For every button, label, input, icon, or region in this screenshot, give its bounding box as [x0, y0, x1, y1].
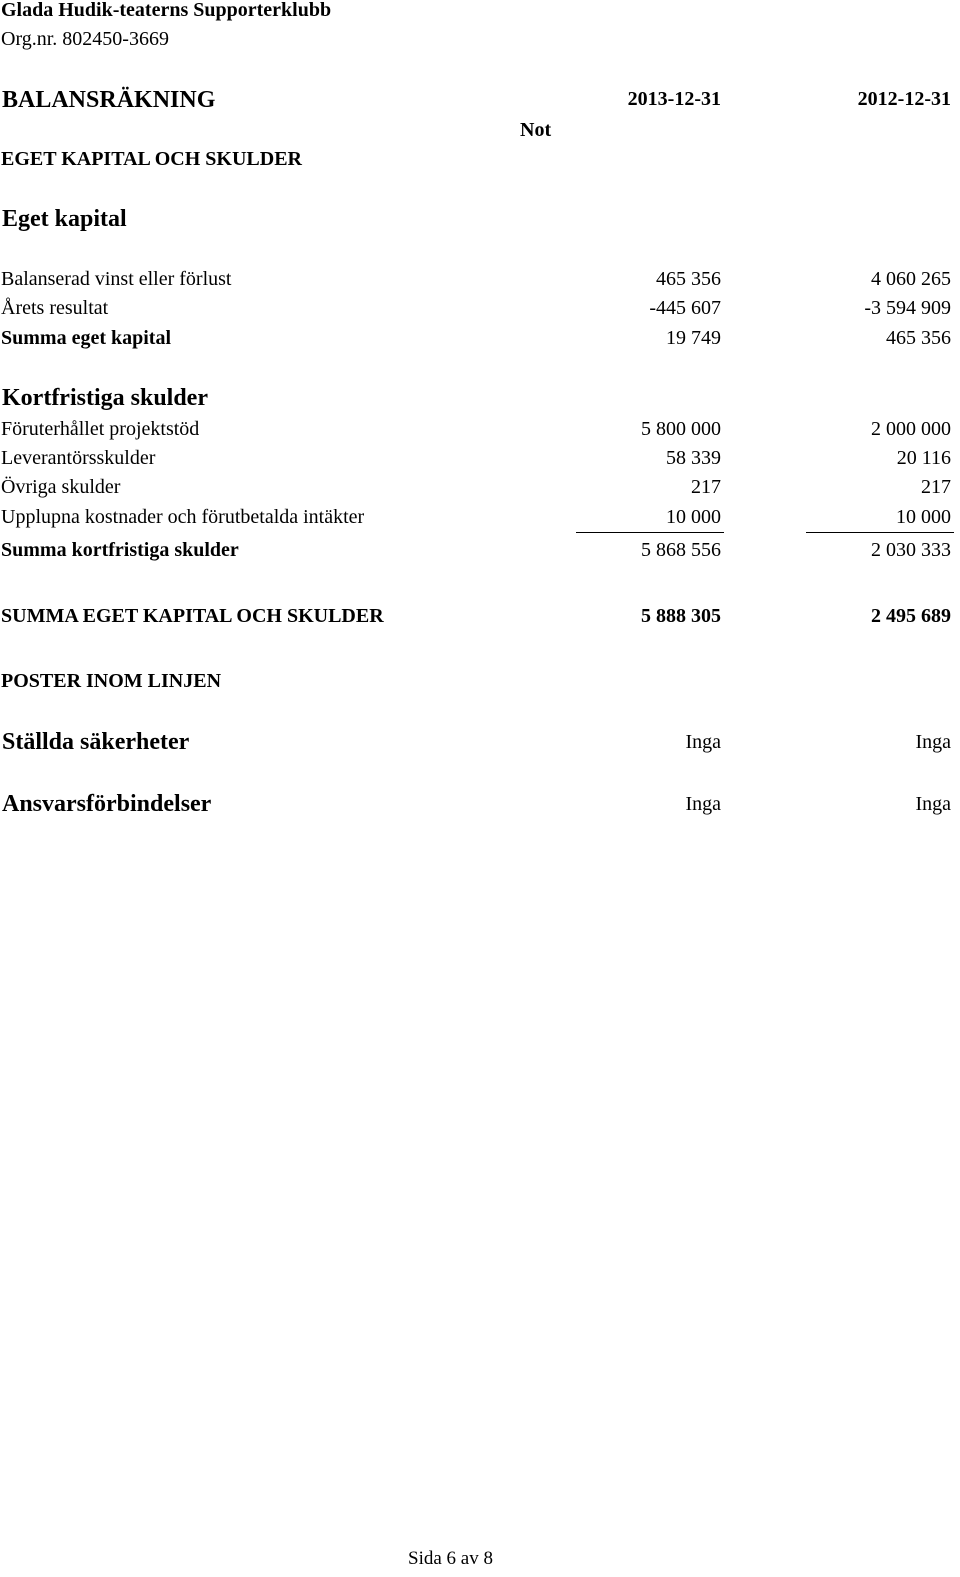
row-value-2013: Inga: [685, 731, 721, 753]
row-value-2013: 5 800 000: [641, 418, 721, 440]
page-number: Sida 6 av 8: [408, 1548, 493, 1569]
row-value-2012: 4 060 265: [871, 268, 951, 290]
row-value-2012: 465 356: [886, 327, 951, 349]
row-value-2012: 2 030 333: [871, 539, 951, 561]
row-label: Övriga skulder: [1, 476, 121, 498]
row-label: Årets resultat: [1, 297, 109, 319]
row-value-2012: 10 000: [896, 506, 951, 528]
row-value-2013: 10 000: [666, 506, 721, 528]
row-value-2013: 465 356: [656, 268, 721, 290]
equity-heading: Eget kapital: [2, 206, 127, 232]
row-value-2013: 58 339: [666, 447, 721, 469]
row-value-2012: 2 495 689: [871, 605, 951, 627]
column-header-note: Not: [520, 119, 552, 141]
row-label: Upplupna kostnader och förutbetalda intäkter: [1, 506, 365, 528]
row-value-2013: Inga: [685, 793, 721, 815]
subtotal-rule-2012: [806, 532, 954, 533]
row-value-2013: 217: [691, 476, 721, 498]
subtotal-rule-2013: [576, 532, 724, 533]
row-value-2012: 20 116: [896, 447, 951, 469]
column-header-2013: 2013-12-31: [627, 88, 721, 110]
row-value-2012: Inga: [915, 731, 951, 753]
row-label: Summa eget kapital: [1, 327, 171, 349]
section-title: EGET KAPITAL OCH SKULDER: [1, 148, 302, 170]
row-label: Leverantörsskulder: [1, 447, 156, 469]
row-value-2013: 5 868 556: [641, 539, 721, 561]
row-value-2012: -3 594 909: [864, 297, 951, 319]
row-value-2013: -445 607: [649, 297, 721, 319]
row-value-2013: 19 749: [666, 327, 721, 349]
row-label: Balanserad vinst eller förlust: [1, 268, 232, 290]
short-term-heading: Kortfristiga skulder: [2, 385, 208, 411]
row-label: Ställda säkerheter: [2, 729, 190, 755]
row-value-2012: 2 000 000: [871, 418, 951, 440]
organization-name: Glada Hudik-teaterns Supporterklubb: [1, 0, 332, 21]
row-label: Summa kortfristiga skulder: [1, 539, 239, 561]
row-label: Föruterhållet projektstöd: [1, 418, 200, 440]
row-value-2012: Inga: [915, 793, 951, 815]
off-balance-heading: POSTER INOM LINJEN: [1, 670, 222, 692]
row-value-2013: 5 888 305: [641, 605, 721, 627]
page-title: BALANSRÄKNING: [2, 87, 216, 113]
column-header-2012: 2012-12-31: [857, 88, 951, 110]
row-label: SUMMA EGET KAPITAL OCH SKULDER: [1, 605, 384, 627]
row-label: Ansvarsförbindelser: [2, 791, 212, 817]
organization-number: Org.nr. 802450-3669: [1, 28, 169, 50]
row-value-2012: 217: [921, 476, 951, 498]
